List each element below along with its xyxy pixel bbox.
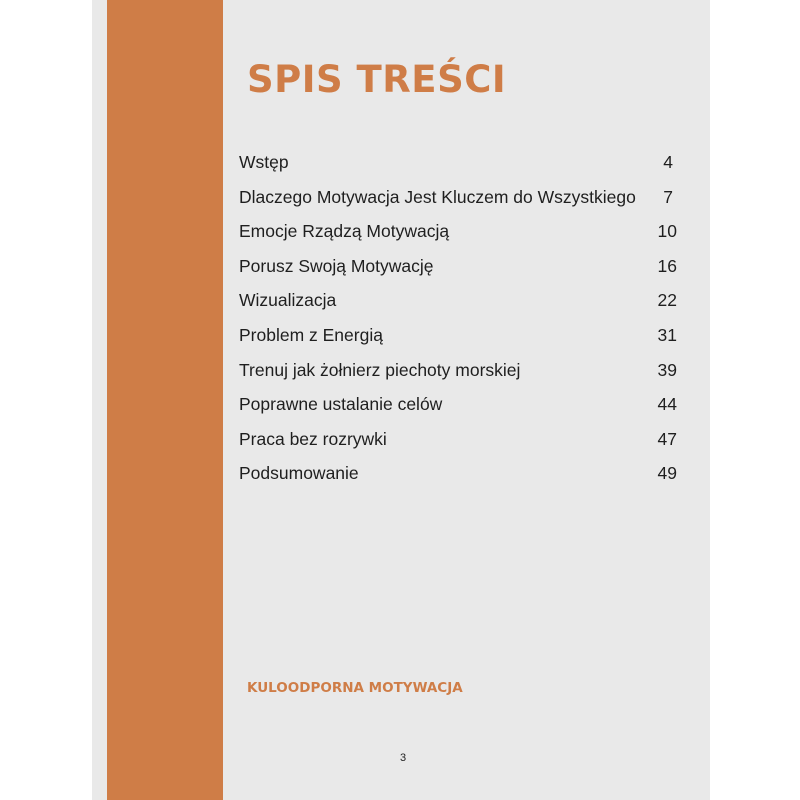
toc-entry-page-number: 44 bbox=[657, 394, 677, 415]
toc-entry-label: Podsumowanie bbox=[239, 463, 359, 484]
toc-entry bbox=[239, 254, 679, 289]
toc-entry-label: Problem z Energią bbox=[239, 324, 383, 345]
table-of-contents bbox=[239, 150, 679, 496]
toc-entry bbox=[239, 461, 679, 496]
book-title-footer: KULOODPORNA MOTYWACJA bbox=[247, 680, 463, 696]
toc-entry-page-number: 39 bbox=[657, 359, 677, 380]
toc-entry bbox=[239, 323, 679, 358]
page-number: 3 bbox=[399, 752, 407, 764]
toc-entry-label: Praca bez rozrywki bbox=[239, 428, 387, 449]
toc-entry-page-number: 47 bbox=[657, 428, 677, 449]
toc-entry bbox=[239, 427, 679, 462]
toc-entry-label: Porusz Swoją Motywację bbox=[239, 255, 434, 276]
toc-entry-page-number: 31 bbox=[657, 324, 677, 345]
toc-entry-page-number: 4 bbox=[663, 152, 673, 172]
toc-entry bbox=[239, 392, 679, 427]
toc-entry-label: Dlaczego Motywacja Jest Kluczem do Wszystkiego bbox=[239, 186, 636, 207]
toc-entry-label: Wstęp bbox=[239, 152, 289, 172]
toc-entry bbox=[239, 288, 679, 323]
toc-entry-page-number: 7 bbox=[663, 186, 673, 207]
toc-entry-label: Trenuj jak żołnierz piechoty morskiej bbox=[239, 359, 521, 380]
toc-entry bbox=[239, 185, 679, 220]
page-title: SPIS TREŚCI bbox=[247, 58, 507, 101]
toc-entry bbox=[239, 219, 679, 254]
toc-entry-label: Emocje Rządzą Motywacją bbox=[239, 221, 450, 242]
toc-entry bbox=[239, 358, 679, 393]
toc-entry-page-number: 10 bbox=[657, 221, 677, 242]
toc-entry bbox=[239, 150, 679, 185]
toc-entry-page-number: 16 bbox=[657, 255, 677, 276]
toc-entry-label: Wizualizacja bbox=[239, 290, 337, 311]
accent-side-bar bbox=[107, 0, 223, 800]
toc-entry-label: Poprawne ustalanie celów bbox=[239, 394, 443, 415]
toc-entry-page-number: 49 bbox=[657, 463, 677, 484]
toc-entry-page-number: 22 bbox=[657, 290, 677, 311]
